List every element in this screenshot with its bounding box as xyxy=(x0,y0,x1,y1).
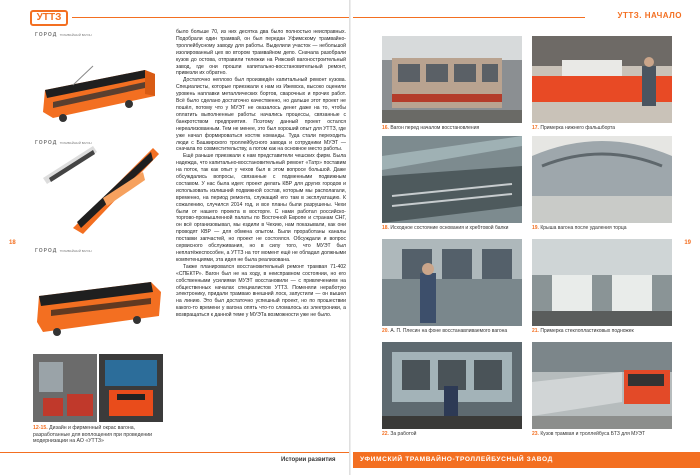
photo-20 xyxy=(382,239,522,334)
brand-logo-2: ГОРОД ТРАМВАЙНЫЙ ВАГОН xyxy=(35,140,92,146)
renders-caption-text: Дизайн и фирменный окрас вагона, разработанные для воплощения при проведении модернизации на АО «УТТЗ» xyxy=(33,425,153,445)
photo-number: 17. xyxy=(532,125,539,131)
photo-caption: За работой xyxy=(390,431,417,437)
tram-render-2 xyxy=(33,138,163,238)
photo-caption: Примерка стеклопластиковых подножек xyxy=(540,328,634,334)
photo-caption: Вагон перед началом восстановления xyxy=(390,125,480,131)
page-number-right: 19 xyxy=(684,240,691,246)
photo-16 xyxy=(382,36,522,131)
photo-number: 20. xyxy=(382,328,389,334)
photo-21 xyxy=(532,239,672,334)
photo-17 xyxy=(532,36,672,131)
page-gutter xyxy=(349,0,351,475)
article-body xyxy=(176,29,346,449)
header-rule-left xyxy=(72,17,349,18)
tram-renders xyxy=(33,30,163,455)
footer-rule xyxy=(0,452,349,453)
page-number-left: 18 xyxy=(9,240,16,246)
photo-22 xyxy=(382,342,522,437)
photo-19 xyxy=(532,136,672,231)
photo-caption: Примерка нижнего фальшборта xyxy=(540,125,616,131)
renders-caption xyxy=(33,425,163,445)
article-paragraph: Также планировался восстановительный ремонт трамвая 71-402 «СПЕКТР». Вагон был не на ходу, в неисправном состоянии, но его собственными усилиями МУЭТ восстановили — с привлечением на общественных началах специалистов УТТЗ. Поменяли неработую электронику, придали трамваю внешний лоск, запустили — он вышел на линию. Это был достаточно успешный проект, но по прошествии какого-то времени у вагона опять что-то сломалось из электроники, а возвращаться к данной теме у МУЭТа возможности уже не было. xyxy=(176,263,346,319)
header-rule-right xyxy=(353,17,585,18)
photo-number: 21. xyxy=(532,328,539,334)
footer-publication-title: УФИМСКИЙ ТРАМВАЙНО-ТРОЛЛЕЙБУСНЫЙ ЗАВОД xyxy=(360,456,553,463)
footer-left-label: Истории развития xyxy=(281,457,336,463)
article-paragraph: Ещё раньше приезжали к нам представители чешских фирм. Была надежда, что капитально-восстановительный ремонт «Татр» поставим на поток, так как опыт у чехов был в этом вопросе большой. Даже обсуждались вопросы, связанные с подменными подвижным составом. У нас была идея: проект делать КВР для других городов и использовать излишний подвижной состав, которым мы располагали, временно, на период ремонта, служащий его там в эксплуатацию. К сожалению, случился 2014 год, и все планы были разрушены. Чехи были от нашего проекта в восторге. С нами работал российско-торгово-промышленной палаты по Восточной Европе и странам СНГ, он всё организовывал, мы ездили в Чехию, нам показывали, как они проводят КВР — для обмена опытом. Были проработаны каналы поставки запчастей, но проект не состоялся. Обсуждали и вопрос сервисного обслуживания, но в силу того, что МУЭТ был неплатёжеспособен, а УТТЗ на тот момент ещё не обладал должными компетенциями, эта идея не была реализована. xyxy=(176,153,346,263)
section-title: УТТЗ. НАЧАЛО xyxy=(617,11,682,20)
photo-18 xyxy=(382,136,522,231)
photo-23 xyxy=(532,342,672,437)
article-paragraph: было больше 70, из них десятка два было полностью неисправных. Подобрали один трамвай, он был передан Уфимскому трамвайно-троллейбусному заводу для работы. Выделили участок — небольшой изолированный цех во втором трамвайном депо. Сначала разобрали кузов до остова, отправили тележки на Рижский вагоностроительный завод, где они прошли капитально-восстановительный ремонт, привезли их обратно. xyxy=(176,29,346,77)
tram-render-3 xyxy=(33,246,163,346)
photo-number: 22. xyxy=(382,431,389,437)
photo-caption: Исходное состояние основания и хребтовой балки xyxy=(390,225,509,231)
tram-render-1 xyxy=(33,30,163,130)
photo-caption: Кузов трамвая и троллейбуса БТЗ для МУЭТ xyxy=(540,431,646,437)
photo-number: 19. xyxy=(532,225,539,231)
photo-number: 16. xyxy=(382,125,389,131)
renders-caption-number: 12-15. xyxy=(33,425,48,431)
brand-logo-1: ГОРОД ТРАМВАЙНЫЙ ВАГОН xyxy=(35,32,92,38)
photo-number: 18. xyxy=(382,225,389,231)
photo-caption: А. П. Плесин на фоне восстанавливаемого вагона xyxy=(390,328,508,334)
uttz-logo: УТТЗ xyxy=(30,10,68,26)
photo-caption: Крыша вагона после удаления торца xyxy=(540,225,627,231)
photo-number: 23. xyxy=(532,431,539,437)
article-paragraph: Достаточно неплохо был произведён капитальный ремонт кузова. Специалисты, которые приезжали к нам из Ижевска, высоко оценили уровень наплавки металлических бортов, сварочных и прочих работ. Всё было сделано достаточно качественно, но дальше этот проект не пошёл, потому что у МУЭТ не оказалось денег даже на то, чтобы оплатить выполненные работы: начались процессы, связанные с банкротством предприятия. Поэтому данный проект остался нереализованным. Тем не менее, это был хороший опыт для УТТЗ, где уже начал формироваться костяк команды. Туда стали переходить люди с Башкирского троллейбусного завода и сотрудники МУЭТ — сначала по совместительству, а потом как на основное место работы. xyxy=(176,77,346,153)
tram-interior-renders xyxy=(33,354,163,424)
brand-logo-3: ГОРОД ТРАМВАЙНЫЙ ВАГОН xyxy=(35,248,92,254)
